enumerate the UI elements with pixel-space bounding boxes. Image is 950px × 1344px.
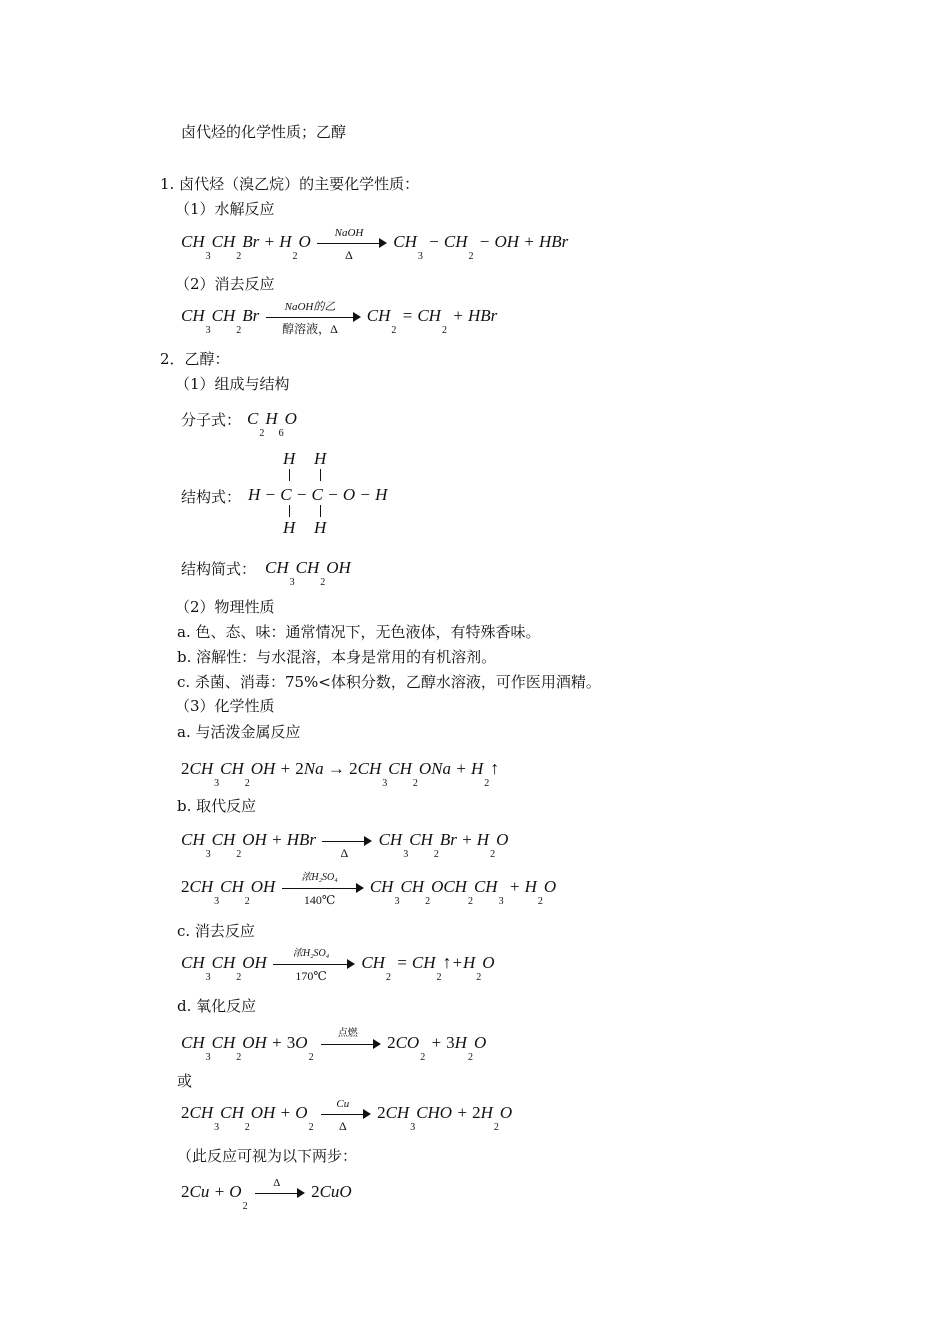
chemical-properties-label: （3）化学性质: [175, 697, 275, 715]
hydrolysis-label: （1）水解反应: [175, 200, 275, 218]
reaction-arrow: 浓H₂SO₄ 170℃: [273, 954, 355, 974]
reaction-arrow: NaOH的乙 醇溶液，Δ: [266, 307, 361, 327]
copper-oxidation-equation: $2Cu + O_2$ Δ 2CuO: [181, 1177, 352, 1212]
chem-c-label: c. 消去反应: [177, 922, 255, 940]
sodium-reaction-equation: $2CH_3CH_2OH + 2Na \to 2CH_3CH_2ONa$ + $H_2↑$: [181, 758, 500, 789]
physical-property-c: c. 杀菌、消毒：75%<体积分数，乙醇水溶液，可作医用酒精。: [177, 673, 601, 691]
structural-formula-label: 结构式：: [181, 488, 242, 506]
condensed-formula-label: 结构简式：: [181, 560, 257, 578]
chem-b-label: b. 取代反应: [177, 797, 257, 815]
molecular-formula-label: 分子式：: [181, 411, 242, 429]
reaction-arrow: 浓H₂SO₄ 140℃: [282, 878, 364, 898]
combustion-equation: $CH_3CH_2OH + 3O_2$ 点燃 $2CO_2 + 3H_2O$: [181, 1028, 487, 1063]
reaction-arrow: 点燃: [321, 1034, 381, 1054]
page-title: 卤代烃的化学性质；乙醇: [181, 123, 347, 141]
substitution-equation-1: $CH_3CH_2OH$ + HBr Δ $CH_3CH_2Br + H_2O$: [181, 830, 509, 861]
molecular-formula: $C_2H_6O$: [247, 409, 297, 439]
catalytic-oxidation-equation: $2CH_3CH_2OH + O_2$ $\frac{Cu}{\Delta}$ $2CH_3CHO + 2H_2O$: [181, 1098, 513, 1134]
physical-property-a: a. 色、态、味：通常情况下，无色液体，有特殊香味。: [177, 623, 541, 641]
section-1-heading: 1. 卤代烃（溴乙烷）的主要化学性质：: [160, 175, 420, 193]
reaction-arrow: NaOH Δ: [317, 233, 387, 253]
substitution-equation-2: $2CH_3CH_2OH$ 浓H₂SO₄ 140℃ $CH_3CH_2OCH_2CH_3 + H_2O$: [181, 872, 557, 908]
elimination-label: （2）消去反应: [175, 275, 275, 293]
or-text: 或: [177, 1072, 193, 1090]
chem-a-label: a. 与活泼金属反应: [177, 723, 301, 741]
composition-label: （1）组成与结构: [175, 375, 290, 393]
two-step-note: （此反应可视为以下两步：: [177, 1147, 358, 1165]
reaction-arrow: Δ: [322, 831, 372, 851]
ethanol-elimination-equation: $CH_3CH_2OH$ 浓H₂SO₄ 170℃ $CH_2$ = $CH_2↑+H_2O$: [181, 948, 495, 984]
hydrolysis-equation: $CH_3CH_2Br + H_2O$ NaOH Δ $CH_3 - CH_2$ − OH + HBr: [181, 227, 569, 263]
elimination-equation: $CH_3CH_2Br$ NaOH的乙 醇溶液，Δ $CH_2 = CH_2$ + HBr: [181, 301, 498, 337]
section-2-heading: 2．乙醇：: [160, 350, 230, 368]
chem-d-label: d. 氧化反应: [177, 997, 257, 1015]
physical-properties-label: （2）物理性质: [175, 598, 275, 616]
reaction-arrow: Δ: [255, 1183, 305, 1203]
reaction-arrow: $\frac{Cu}{\Delta}$: [321, 1104, 371, 1124]
condensed-formula: $CH_3CH_2OH$: [265, 558, 351, 588]
physical-property-b: b. 溶解性：与水混溶，本身是常用的有机溶剂。: [177, 648, 497, 666]
